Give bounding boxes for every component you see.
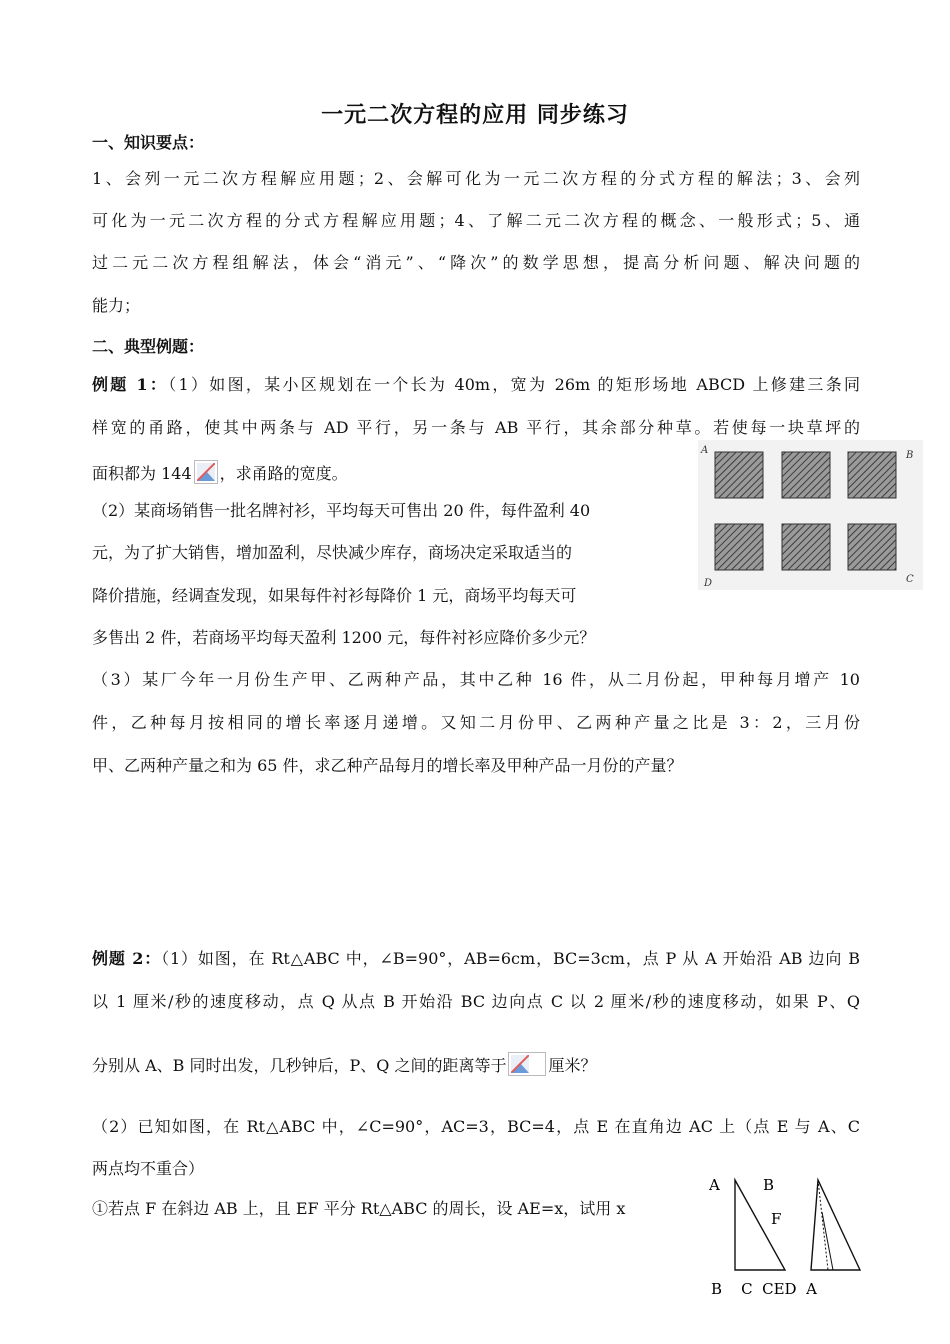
example2-line3 (92, 1052, 596, 1077)
lawn-grid-figure (698, 440, 923, 594)
paragraph-line: 降价措施，经调查发现，如果每件衬衫每降价 1 元，商场平均每天可 (92, 586, 577, 605)
paragraph-line: ①若点 F 在斜边 AB 上，且 EF 平分 Rt△ABC 的周长，设 AE=x，试用 x (92, 1199, 626, 1218)
paragraph-line: 1、会列一元二次方程解应用题；2、会解可化为一元二次方程的分式方程的解法；3、会列 (92, 169, 860, 188)
example2-label: 例题 2： (92, 949, 162, 968)
broken-image-icon (508, 1052, 546, 1076)
example2-text: （1）如图，在 Rt△ABC 中，∠B=90°，AB=6cm，BC=3cm，点 P 从 A 开始沿 AB 边向 B (161, 949, 860, 968)
corner-label-c: C (906, 574, 914, 585)
paragraph-line: 能力； (92, 296, 141, 315)
paragraph-line: 以 1 厘米/秒的速度移动，点 Q 从点 B 开始沿 BC 边向点 C 以 2 厘米/秒的速度移动，如果 P、Q (92, 992, 860, 1011)
example1-line3 (92, 460, 348, 485)
label-f: F (771, 1210, 782, 1228)
paragraph-line: 两点均不重合） (92, 1159, 205, 1178)
label-top-a: A (709, 1176, 720, 1194)
label-top-b: B (763, 1176, 775, 1194)
section-heading-examples: 二、典型例题： (92, 337, 205, 356)
text-span: 分别从 A、B 同时出发，几秒钟后，P、Q 之间的距离等于 (92, 1056, 507, 1075)
example1-label: 例题 1： (92, 375, 169, 394)
example1-line1 (92, 374, 860, 396)
paragraph-line: 多售出 2 件，若商场平均每天盈利 1200 元，每件衬衫应降价多少元？ (92, 628, 596, 647)
text-span: ，求甬路的宽度。 (219, 464, 348, 483)
paragraph-line: （3）某厂今年一月份生产甲、乙两种产品，其中乙种 16 件，从二月份起，甲种每月增产 10 (92, 670, 860, 689)
section-heading-knowledge: 一、知识要点： (92, 133, 205, 152)
page-title: 一元二次方程的应用 同步练习 (321, 102, 629, 128)
corner-label-a: A (701, 445, 709, 456)
paragraph-line: （2）已知如图，在 Rt△ABC 中，∠C=90°，AC=3，BC=4，点 E 在直角边 AC 上（点 E 与 A、C (92, 1117, 860, 1136)
triangle-figures (705, 1172, 885, 1306)
paragraph-line: 甲、乙两种产量之和为 65 件，求乙种产品每月的增长率及甲种产品一月份的产量？ (92, 756, 683, 775)
example1-text: （1）如图，某小区规划在一个长为 40m，宽为 26m 的矩形场地 ABCD 上修建三条同 (168, 375, 860, 394)
paragraph-line: 可化为一元二次方程的分式方程解应用题；4、了解二元二次方程的概念、一般形式；5、通 (92, 211, 860, 230)
text-span: 厘米？ (548, 1056, 597, 1075)
bottom-labels: B C CED A (711, 1280, 817, 1298)
corner-label-d: D (704, 578, 713, 589)
broken-image-icon (194, 460, 218, 484)
example2-line1 (92, 948, 860, 970)
paragraph-line: （2）某商场销售一批名牌衬衫，平均每天可售出 20 件，每件盈利 40 (92, 501, 591, 520)
paragraph-line: 过二元二次方程组解法，体会“消元”、“降次”的数学思想，提高分析问题、解决问题的 (92, 253, 860, 272)
text-span: 面积都为 144 (92, 464, 192, 483)
paragraph-line: 件，乙种每月按相同的增长率逐月递增。又知二月份甲、乙两种产量之比是 3：2，三月份 (92, 713, 860, 732)
paragraph-line: 样宽的甬路，使其中两条与 AD 平行，另一条与 AB 平行，其余部分种草。若使每一块草坪的 (92, 418, 860, 437)
paragraph-line: 元，为了扩大销售，增加盈利，尽快减少库存，商场决定采取适当的 (92, 543, 573, 562)
corner-label-b: B (906, 450, 914, 461)
